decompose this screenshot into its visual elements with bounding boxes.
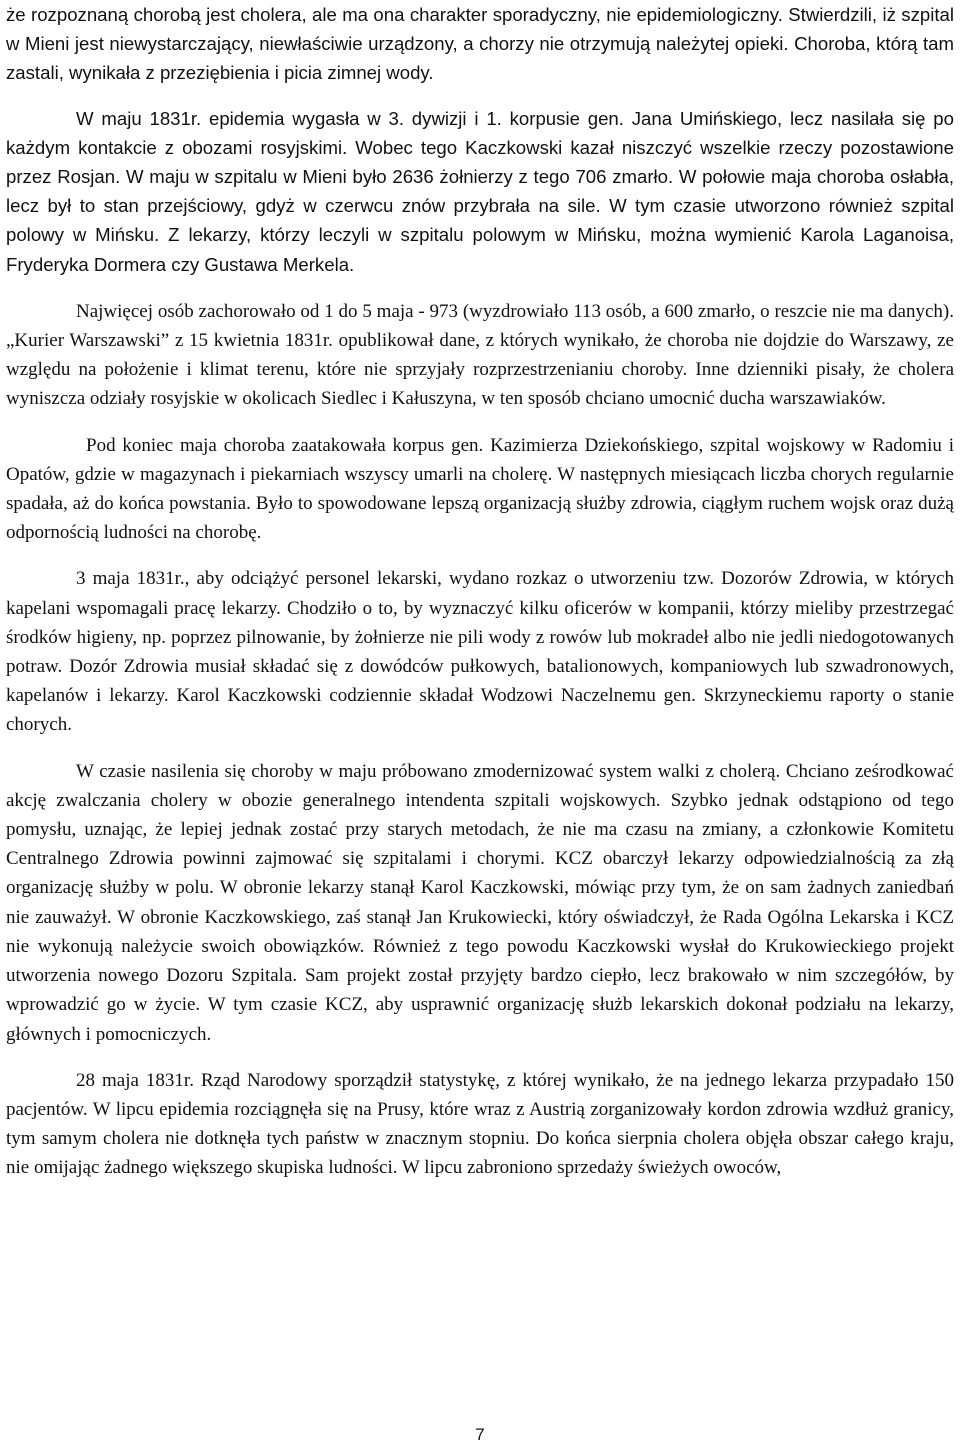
paragraph-2: W maju 1831r. epidemia wygasła w 3. dywizji i 1. korpusie gen. Jana Umińskiego, lecz nasilała się po każdym kontakcie z obozami rosyjskimi. Wobec tego Kaczkowski kazał niszczyć wszelkie rzeczy pozostawione przez Rosjan. W maju w szpitalu w Mieni było 2636 żołnierzy z tego 706 zmarło. W połowie maja choroba osłabła, lecz był to stan przejściowy, gdyż w czerwcu znów przybrała na sile. W tym czasie utworzono również szpital polowy w Mińsku. Z lekarzy, którzy leczyli w szpitalu polowym w Mińsku, można wymienić Karola Laganoisa, Fryderyka Dormera czy Gustawa Merkela. bbox=[6, 107, 954, 275]
paragraph-3: Najwięcej osób zachorowało od 1 do 5 maja - 973 (wyzdrowiało 113 osób, a 600 zmarło, o reszcie nie ma danych). „Kurier Warszawski” z 15 kwietnia 1831r. opublikował dane, z których wynikało, że choroba nie dojdzie do Warszawy, ze względu na położenie i klimat terenu, które nie sprzyjały rozprzestrzenianiu choroby. Inne dzienniki pisały, że cholera wyniszcza odziały rosyjskie w okolicach Siedlec i Kałuszyna, w ten sposób chciano umocnić ducha warszawiaków. bbox=[6, 300, 954, 410]
paragraph-5: 3 maja 1831r., aby odciążyć personel lekarski, wydano rozkaz o utworzeniu tzw. Dozorów Zdrowia, w których kapelani wspomagali pracę lekarzy. Chodziło o to, by wyznaczyć kilku oficerów w kompanii, którzy mieliby przestrzegać środków higieny, np. poprzez pilnowanie, by żołnierze nie pili wody z rowów lub mokradeł albo nie jedli niedogotowanych potraw. Dozór Zdrowia musiał składać się z dowódców pułkowych, batalionowych, kompaniowych lub szwadronowych, kapelanów i lekarzy. Karol Kaczkowski codziennie składał Wodzowi Naczelnemu gen. Skrzyneckiemu raporty o stanie chorych. bbox=[6, 568, 954, 736]
paragraph-6: W czasie nasilenia się choroby w maju próbowano zmodernizować system walki z cholerą. Chciano ześrodkować akcję zwalczania cholery w obozie generalnego intendenta szpitali wojskowych. Szybko jednak odstąpiono od tego pomysłu, uznając, że lepiej jednak zostać przy starych metodach, że nie ma czasu na zmiany, a członkowie Komitetu Centralnego Zdrowia powinni zajmować się szpitalami i chorymi. KCZ obarczył lekarzy odpowiedzialnością za złą organizację służby w polu. W obronie lekarzy stanął Karol Kaczkowski, mówiąc przy tym, że on sam żadnych zaniedbań nie zauważył. W obronie Kaczkowskiego, zaś stanął Jan Krukowiecki, który oświadczył, że Rada Ogólna Lekarska i KCZ nie wykonują należycie swoich obowiązków. Również z tego powodu Kaczkowski wysłał do Krukowieckiego projekt utworzenia nowego Dozoru Szpitala. Sam projekt został przyjęty bardzo ciepło, lecz brakowało w nim szczegółów, by wprowadzić go w życie. W tym czasie KCZ, aby usprawnić organizację służb lekarskich dokonał podziału na lekarzy, głównych i pomocniczych. bbox=[6, 760, 954, 1045]
paragraph-7: 28 maja 1831r. Rząd Narodowy sporządził statystykę, z której wynikało, że na jednego lekarza przypadało 150 pacjentów. W lipcu epidemia rozciągnęła się na Prusy, które wraz z Austrią zorganizowały kordon zdrowia wzdłuż granicy, tym samym cholera nie dotknęła tych państw w znacznym stopniu. Do końca sierpnia cholera objęła obszar całego kraju, nie omijając żadnego większego skupiska ludności. W lipcu zabroniono sprzedaży świeżych owoców, bbox=[6, 1069, 954, 1179]
paragraph-4: Pod koniec maja choroba zaatakowała korpus gen. Kazimierza Dziekońskiego, szpital wojskowy w Radomiu i Opatów, gdzie w magazynach i piekarniach wszyscy umarli na cholerę. W następnych miesiącach liczba chorych regularnie spadała, aż do końca powstania. Było to spowodowane lepszą organizacją służby zdrowia, ciągłym ruchem wojsk oraz dużą odpornością ludności na chorobę. bbox=[6, 434, 954, 544]
document-page bbox=[6, 0, 954, 1183]
page-number: 7 bbox=[475, 1425, 485, 1444]
paragraph-1: że rozpoznaną chorobą jest cholera, ale ma ona charakter sporadyczny, nie epidemiologiczny. Stwierdzili, iż szpital w Mieni jest niewystarczający, niewłaściwie urządzony, a chorzy nie otrzymują należytej opieki. Choroba, którą tam zastali, wynikała z przeziębienia i picia zimnej wody. bbox=[6, 4, 954, 84]
